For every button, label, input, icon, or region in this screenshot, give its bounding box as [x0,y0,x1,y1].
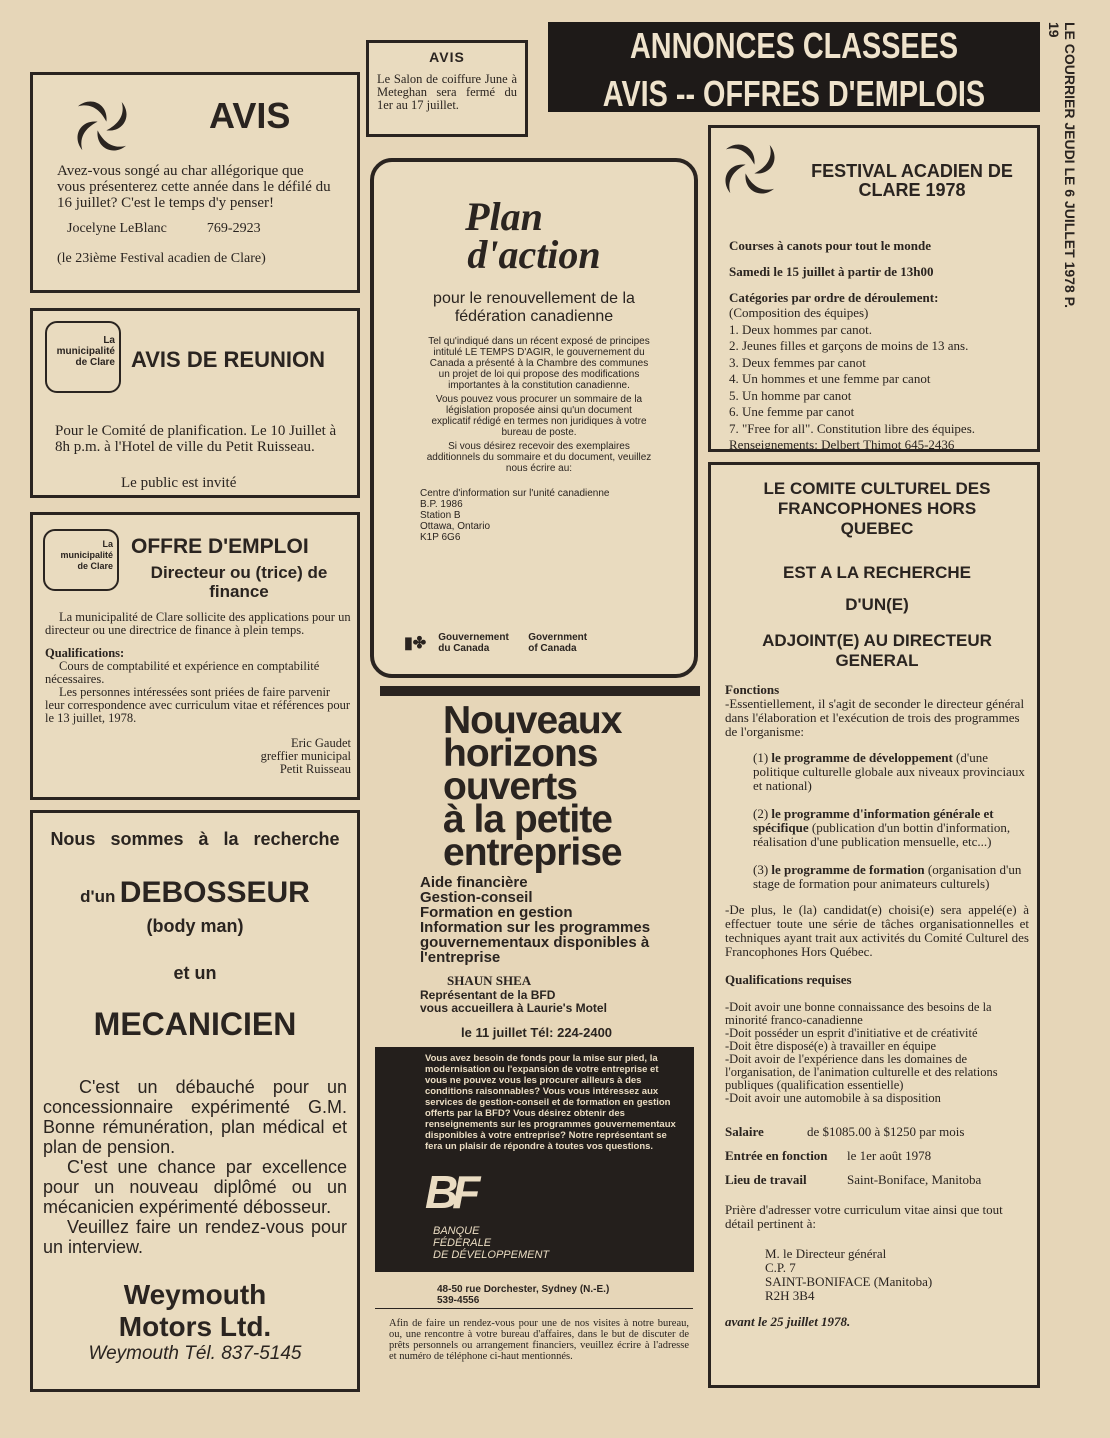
headline-line: à la petite [443,798,612,841]
fonctions-label: Fonctions [725,682,780,697]
festival-pinwheel-icon [67,91,137,161]
rep-line: vous accueillera à Laurie's Motel [420,1001,607,1015]
festival-line: Catégories par ordre de déroulement: [729,290,939,305]
address-line: Ottawa, Ontario [420,521,491,532]
start-value: le 1er août 1978 [847,1148,932,1163]
ad-subtitle: Directeur ou (trice) de finance [150,563,328,601]
bfd-logo: BF [425,1166,475,1218]
salary-label: Salaire [725,1124,764,1139]
job-title-1: DEBOSSEUR [119,876,310,909]
service-item: Formation en gestion [420,904,573,921]
location-value: Saint-Boniface, Manitoba [847,1172,982,1187]
program-item: (1) le programme de développement (d'une politique culturelle globale aux niveaux provinciaux et national) [753,750,1025,793]
salary-value: de $1085.00 à $1250 par mois [807,1124,965,1139]
ad-avis-reunion [30,308,360,498]
qualification-item: -Doit avoir une automobile à sa disposition [725,1091,941,1105]
job-title-2: MECANICIEN [93,1006,297,1042]
festival-contact: Renseignements: Delbert Thimot 645-2436 [729,437,955,452]
ad-heading: Nous sommes à la recherche [50,829,340,849]
ad-footer: (le 23ième Festival acadien de Clare) [57,251,266,266]
program-item: (3) le programme de formation (organisation d'un stage de formation pour animateurs culturels) [753,862,1022,891]
gov-name-en: Government of Canada [528,632,588,654]
ad-title: AVIS [429,49,465,65]
festival-line: Courses à canots pour tout le monde [729,238,931,253]
address-line: Station B [420,510,461,521]
canada-flag-icon: ▮✤ [404,634,427,652]
qualification-2: Les personnes intéressées sont priées de faire parvenir leur correspondence avec curriculum vitae et références pour le 13 juillet, 1978. [45,685,351,725]
category-item: 7. "Free for all". Constitution libre des équipes. [729,420,976,436]
deadline: avant le 25 juillet 1978. [725,1314,851,1329]
bfd-address: 48-50 rue Dorchester, Sydney (N.-E.) [437,1284,610,1295]
category-item: 5. Un homme par canot [729,387,852,403]
headline-line: Nouveaux [443,699,622,742]
contact-phone: 769-2923 [206,221,261,236]
category-item: 1. Deux hommes par canot. [729,321,872,337]
rep-name: SHAUN SHEA [447,973,532,988]
bfd-phone: 539-4556 [437,1295,480,1306]
section-masthead [548,22,1040,112]
service-item: Information sur les programmes gouvernementaux disponibles à l'entreprise [420,919,651,966]
qualification-item: -Doit posséder un esprit d'initiative et de créativité [725,1026,978,1040]
divider [375,1308,693,1309]
ad-plan-action [370,158,698,678]
ad-comite-culturel [708,462,1040,1388]
plan-title-2: d'action [467,232,601,277]
ad-avis-char [30,72,360,293]
category-item: 6. Une femme par canot [729,404,855,419]
plan-para-3: Si vous désirez recevoir des exemplaires additionnels du sommaire et du document, veuillez nous écrire au: [426,441,652,474]
gov-name-fr: Gouvernement du Canada [438,632,509,654]
headline-line: horizons [443,732,598,775]
qualification-1: Cours de comptabilité et expérience en comptabilité nécessaires. [45,659,320,686]
bfd-closing: Afin de faire un rendez-vous pour une de nos visites à notre bureau, ou, une rencontre à votre bureau d'affaires, dans le but de discuter de prêts personnels ou arrangement financiers, veuillez écrire à l'adresse et numéro de téléphone ci-haut mentionnés. [389,1318,689,1362]
text-and: et un [173,963,217,983]
bank-name-line: FÉDÉRALE [433,1237,492,1249]
divider [380,686,700,696]
qualification-item: -Doit avoir une bonne connaissance des besoins de la minorité franco-canadienne [725,1000,992,1027]
comite-subtitle: D'UN(E) [845,595,909,614]
ad-festival-canots [708,125,1040,452]
rep-date-phone: le 11 juillet Tél: 224-2400 [461,1025,613,1040]
ad-para-3: Veuillez faire un rendez-vous pour un interview. [43,1217,347,1257]
masthead-line2: AVIS -- OFFRES D'EMPLOIS [602,73,986,112]
ad-intro: La municipalité de Clare sollicite des applications pour un directeur ou une directrice de finance à plein temps. [45,610,351,637]
ad-title: AVIS DE REUNION [131,347,325,372]
ad-para-2: C'est une chance par excellence pour un nouveau diplômé ou un mécanicien expérimenté débosseur. [43,1157,347,1217]
category-item: 2. Jeunes filles et garçons de moins de 13 ans. [729,338,969,353]
ad-body: Le Salon de coiffure June à Meteghan sera fermé du 1er au 17 juillet. [377,72,517,112]
ad-title: FESTIVAL ACADIEN DE CLARE 1978 [811,161,1013,200]
location-label: Lieu de travail [725,1172,807,1187]
service-item: Aide financière [420,874,528,891]
ad-para-1: C'est un débauché pour un concessionnaire expérimenté G.M. Bonne rémunération, plan médical et plan de pension. [43,1077,347,1157]
festival-pinwheel-icon [715,134,785,204]
bfd-info-box [375,1047,694,1272]
plan-title-1: Plan [465,194,543,239]
job-title: ADJOINT(E) AU DIRECTEUR GENERAL [762,631,992,670]
ad-offre-emploi [30,512,360,800]
company-name-2: Motors Ltd. [118,1311,272,1342]
address-line: B.P. 1986 [420,499,463,510]
side-folio: LE COURRIER JEUDI LE 6 JUILLET 1978 P. 19 [1046,22,1078,309]
ad-body: Avez-vous songé au char allégorique que vous présenterez cette année dans le défilé du 16 juillet? C'est le temps d'y penser! [57,163,331,211]
festival-line: (Composition des équipes) [729,305,869,320]
service-item: Gestion-conseil [420,889,533,906]
comite-subtitle: EST A LA RECHERCHE [783,563,971,582]
company-name-1: Weymouth [123,1279,267,1310]
masthead-line1: ANNONCES CLASSEES [629,25,959,66]
municipality-badge: La municipalité de Clare [43,529,119,591]
ad-avis-salon [366,40,528,137]
plan-subtitle: pour le renouvellement de la fédération canadienne [433,290,635,325]
category-item: 4. Un hommes et une femme par canot [729,371,931,386]
headline-line: ouverts [443,765,577,808]
qualifications-label: Qualifications requises [725,972,852,987]
ad-title: OFFRE D'EMPLOI [131,535,309,558]
deplus-text: -De plus, le (la) candidat(e) choisi(e) sera appelé(e) à effectuer toute une série de tâches organisationnelles et techniques ayant trait aux activités du Comité Culturel des Francophones Hors Québec. [725,902,1029,959]
ad-weymouth-motors [30,810,360,1392]
municipality-badge: La municipalité de Clare [45,321,121,393]
company-contact: Weymouth Tél. 837-5145 [88,1343,302,1364]
bank-name-line: BANQUE [433,1225,480,1237]
rep-line: Représentant de la BFD [420,988,556,1002]
festival-line: Samedi le 15 juillet à partir de 13h00 [729,264,934,279]
job-title-1-sub: (body man) [146,916,244,936]
address-line: SAINT-BONIFACE (Manitoba) [765,1274,933,1289]
plan-para-1: Tel qu'indiqué dans un récent exposé de principes intitulé LE TEMPS D'AGIR, le gouvernement du Canada a présenté à la Chambre des communes un projet de loi qui propose des modifications importantes à la constitution canadienne. [428,336,650,391]
bank-name-line: DE DÉVELOPPEMENT [433,1249,550,1261]
contact-name: Jocelyne LeBlanc [67,221,167,236]
signature-role: greffier municipal [260,749,351,763]
address-line: M. le Directeur général [765,1246,887,1261]
plan-para-2: Vous pouvez vous procurer un sommaire de la législation proposée ainsi qu'un document explicatif rédigé en termes non juridiques à votre bureau de poste. [431,394,647,438]
fonctions-text: -Essentiellement, il s'agit de seconder le directeur général dans l'élaboration et l'exécution de trois des programmes de l'organisme: [725,696,1025,739]
qualifications-label: Qualifications: [45,646,125,660]
signature-name: Eric Gaudet [290,736,351,750]
comite-title: LE COMITE CULTUREL DES FRANCOPHONES HORS QUEBEC [763,479,991,538]
start-label: Entrée en fonction [725,1148,828,1163]
qualification-item: -Doit être disposé(e) à travailler en équipe [725,1039,937,1053]
address-line: C.P. 7 [765,1260,796,1275]
ad-footer: Le public est invité [121,475,237,491]
bfd-info-text: Vous avez besoin de fonds pour la mise sur pied, la modernisation ou l'expansion de votre entreprise et vous ne pouvez vous les procurer ailleurs à des conditions raisonnables? Vous vous intéressez aux services de gestion-conseil et de formation en gestion offerts par la BFD? Vous désirez obtenir des renseignements sur les programmes gouvernementaux disponibles à votre entreprise? Notre représentant se fera un plaisir de répondre à toutes vos questions. [425,1053,676,1152]
text-dun: d'un [80,887,116,906]
headline-line: entreprise [443,831,622,874]
ad-title: AVIS [209,95,291,136]
ad-bfd [375,686,700,1386]
program-item: (2) le programme d'information générale et spécifique (publication d'un bottin d'information, réalisation d'une publication mensuelle, etc...) [753,806,1011,849]
ad-body: Pour le Comité de planification. Le 10 Juillet à 8h p.m. à l'Hotel de ville du Petit Ruisseau. [55,423,337,455]
address-line: K1P 6G6 [420,532,461,543]
apply-text: Prière d'adresser votre curriculum vitae ainsi que tout détail pertinent à: [725,1202,1003,1231]
address-line: R2H 3B4 [765,1288,815,1303]
address-line: Centre d'information sur l'unité canadienne [420,488,610,499]
category-item: 3. Deux femmes par canot [729,354,866,370]
qualification-item: -Doit avoir de l'expérience dans les domaines de l'organisation, de l'animation culturelle et des relations publiques (qualification essentielle) [725,1052,998,1092]
signature-place: Petit Ruisseau [279,762,351,776]
